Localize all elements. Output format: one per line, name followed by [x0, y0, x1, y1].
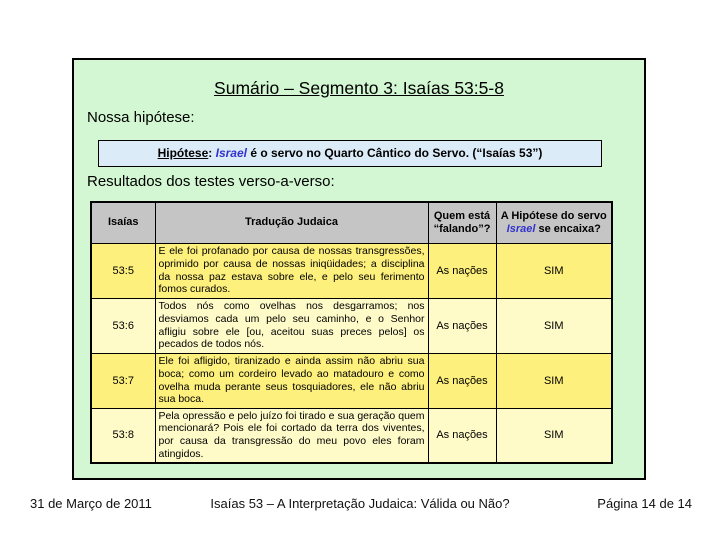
slide — [72, 58, 646, 480]
fit-value: SIM — [496, 408, 612, 463]
col-header-hypothesis-fit — [496, 202, 612, 243]
translation-text: E ele foi profanado por causa de nossas transgressões, oprimido por causa de nossas iniqüidades; a disciplina da nossa paz estava sobre ele, e pelo seu ferimento fomos curados. — [155, 243, 428, 298]
table-row — [91, 298, 612, 353]
footer-date: 31 de Março de 2011 — [30, 496, 152, 511]
verse-ref: 53:5 — [91, 243, 155, 298]
speaker-value: As nações — [428, 243, 496, 298]
footer-page-number: Página 14 de 14 — [597, 496, 692, 511]
translation-text: Todos nós como ovelhas nos desgarramos; nos desviamos cada um pelo seu caminho, e o Senhor afligiu sobre ele [ou, aceitou suas preces pelos] os pecados de todos nós. — [155, 298, 428, 353]
translation-text: Pela opressão e pelo juízo foi tirado e sua geração quem mencionará? Pois ele foi cortado da terra dos viventes, por causa da transgressão do meu povo eles foram atingidos. — [155, 408, 428, 463]
verse-ref: 53:8 — [91, 408, 155, 463]
table-row — [91, 243, 612, 298]
fit-value: SIM — [496, 243, 612, 298]
col-header-verse: Isaías — [91, 202, 155, 243]
table-header-row — [91, 202, 612, 243]
fit-header-prefix: A Hipótese do servo — [500, 209, 607, 222]
fit-value: SIM — [496, 353, 612, 408]
col-header-translation: Tradução Judaica — [155, 202, 428, 243]
speaker-value: As nações — [428, 408, 496, 463]
speaker-value: As nações — [428, 298, 496, 353]
hypothesis-box — [98, 140, 602, 167]
hypothesis-label: Nossa hipótese: — [87, 109, 195, 126]
speaker-value: As nações — [428, 353, 496, 408]
fit-header-suffix: se encaixa? — [535, 222, 601, 235]
verse-ref: 53:6 — [91, 298, 155, 353]
col-header-speaker: Quem está “falando”? — [428, 202, 496, 243]
hypothesis-term: Hipótese — [157, 146, 209, 160]
translation-text: Ele foi afligido, tiranizado e ainda assim não abriu sua boca; como um cordeiro levado ao matadouro e como ovelha muda perante seus tosquiadores, ele não abriu sua boca. — [155, 353, 428, 408]
slide-footer — [0, 496, 720, 516]
table-row — [91, 408, 612, 463]
fit-value: SIM — [496, 298, 612, 353]
fit-header-subject: Israel — [506, 222, 536, 235]
slide-title: Sumário – Segmento 3: Isaías 53:5-8 — [214, 78, 504, 98]
hypothesis-statement: é o servo no Quarto Cântico do Servo. (“Isaías 53”) — [246, 146, 543, 160]
hypothesis-subject: Israel — [215, 146, 247, 160]
verse-results-table — [90, 201, 613, 464]
hypothesis-colon: : — [208, 146, 216, 160]
table-row — [91, 353, 612, 408]
footer-title: Isaías 53 – A Interpretação Judaica: Válida ou Não? — [210, 496, 510, 511]
results-label: Resultados dos testes verso-a-verso: — [87, 173, 335, 190]
verse-ref: 53:7 — [91, 353, 155, 408]
